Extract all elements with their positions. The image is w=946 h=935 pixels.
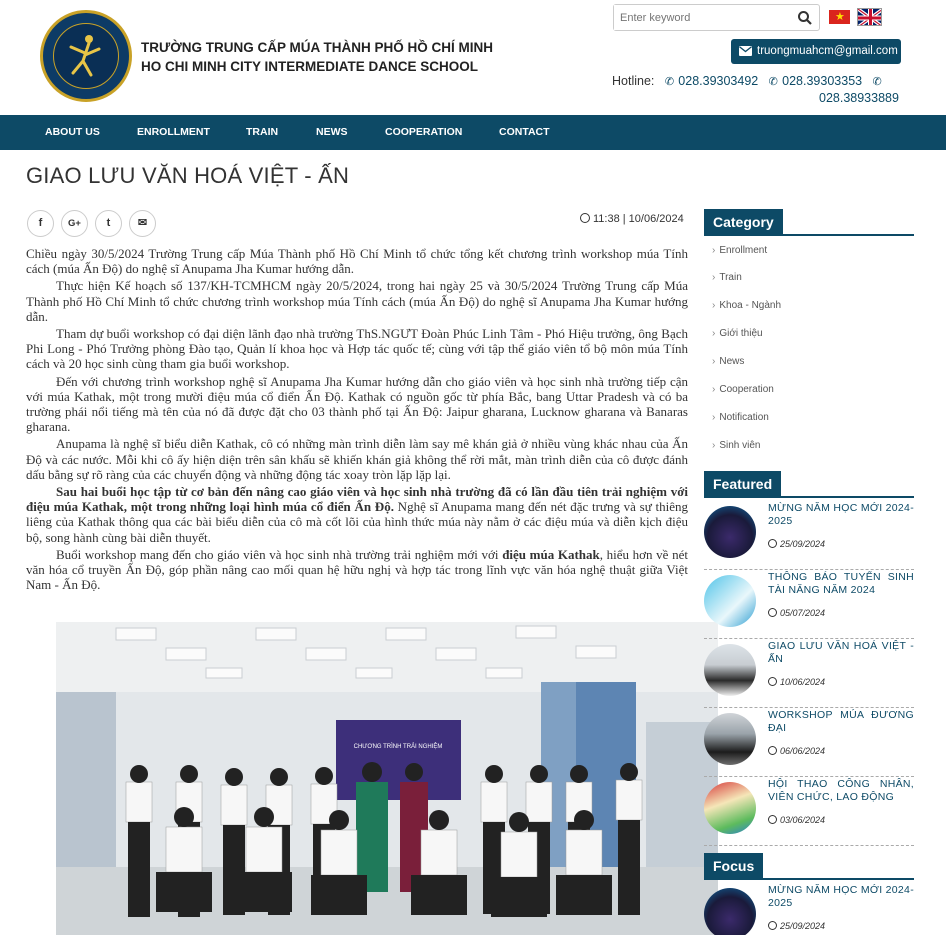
chevron-right-icon: › — [712, 440, 716, 451]
article-paragraph: Chiều ngày 30/5/2024 Trường Trung cấp Múa Thành phố Hồ Chí Minh tổ chức tổng kết chương trình workshop múa Tính cách (múa Ấn Độ) do nghệ sĩ Anupama Jha Kumar hướng dẫn. — [26, 246, 688, 277]
chevron-right-icon: › — [712, 272, 716, 283]
featured-thumbnail — [704, 713, 756, 765]
article-paragraph — [26, 547, 688, 593]
featured-thumbnail — [704, 506, 756, 558]
chevron-right-icon: › — [712, 412, 716, 423]
clock-icon — [768, 608, 777, 617]
featured-thumbnail — [704, 575, 756, 627]
search-box — [613, 4, 820, 31]
text: , hiểu hơn về nét văn hóa cổ truyền Ấn Độ, góp phần nâng cao mối quan hệ hữu nghị và hợp tác trong lĩnh vực văn hóa nghệ thuật giữa Việt Nam - Ấn Độ. — [26, 546, 688, 593]
email-address: truongmuahcm@gmail.com — [757, 45, 898, 57]
featured-date-text: 10/06/2024 — [780, 677, 826, 687]
clock-icon — [768, 815, 777, 824]
category-item-sinh-vien[interactable] — [712, 440, 912, 451]
google-plus-share-icon[interactable]: G+ — [61, 210, 88, 237]
featured-title[interactable]: WORKSHOP MÚA ĐƯƠNG ĐẠI — [768, 709, 914, 734]
featured-title[interactable]: HỘI THAO CÔNG NHÂN, VIÊN CHỨC, LAO ĐỘNG — [768, 778, 914, 803]
article-photo — [56, 622, 718, 935]
dancer-icon — [43, 13, 129, 99]
category-divider — [704, 234, 914, 236]
featured-date-text: 25/09/2024 — [780, 539, 826, 549]
nav-train[interactable]: TRAIN — [246, 126, 279, 138]
clock-icon — [768, 921, 777, 930]
category-label: Khoa - Ngành — [719, 300, 782, 311]
photo-banner-text: CHƯƠNG TRÌNH TRẢI NGHIỆM — [353, 744, 443, 750]
featured-title[interactable]: GIAO LƯU VĂN HOÁ VIỆT - ẤN — [768, 640, 914, 665]
focus-thumbnail — [704, 888, 756, 935]
phone-number-3[interactable]: 028.38933889 — [819, 91, 899, 105]
chevron-right-icon: › — [712, 356, 716, 367]
category-item-khoa-nganh[interactable] — [712, 300, 912, 311]
focus-item[interactable] — [704, 884, 914, 935]
vietnamese-flag-icon[interactable]: ★ — [829, 10, 850, 24]
featured-date — [768, 538, 825, 549]
nav-cooperation[interactable]: COOPERATION — [385, 126, 463, 138]
category-label: Sinh viên — [719, 440, 761, 451]
chevron-right-icon: › — [712, 384, 716, 395]
category-label: Giới thiệu — [719, 328, 763, 339]
featured-date — [768, 745, 825, 756]
text: Nghệ sĩ Anupama mang đến nét đặc trưng và sự thiêng liêng của Kathak thông qua các bài biểu diễn của cô mà cốt lõi của hình thức múa này nằm ở các điệu múa và diễn kịch điệu bộ, song hành cùng bài diễn thuyết. — [26, 499, 689, 545]
featured-date — [768, 676, 825, 687]
clock-icon — [580, 213, 590, 223]
featured-item[interactable] — [704, 640, 914, 708]
school-name-vi: TRƯỜNG TRUNG CẤP MÚA THÀNH PHỐ HỒ CHÍ MINH — [141, 40, 493, 55]
phone-icon: ✆ — [664, 76, 675, 88]
category-label: News — [719, 356, 745, 367]
article-paragraph: Tham dự buổi workshop có đại diện lãnh đạo nhà trường ThS.NGƯT Đoàn Phúc Linh Tâm - Phó Hiệu trưởng, ông Bạch Phi Long - Phó Trưởng phòng Đào tạo, Quản lí khoa học và Hợp tác quốc tế; cùng với tập thể giáo viên tổ bộ môn múa Tính cách và 20 học sinh cùng tham gia buổi workshop. — [26, 326, 688, 372]
twitter-share-icon[interactable]: t — [95, 210, 122, 237]
clock-icon — [768, 539, 777, 548]
category-heading: Category — [704, 209, 783, 235]
category-item-cooperation[interactable] — [712, 384, 912, 395]
featured-date-text: 03/06/2024 — [780, 815, 826, 825]
featured-divider — [704, 496, 914, 498]
featured-thumbnail — [704, 782, 756, 834]
focus-date — [768, 920, 825, 931]
focus-date-text: 25/09/2024 — [780, 921, 826, 931]
article-paragraph: Đến với chương trình workshop nghệ sĩ Anupama Jha Kumar hướng dẫn cho giáo viên và học sinh nhà trường tiếp cận với múa Kathak, một trong mười điệu múa cổ điển Ấn Độ. Kathak có nguồn gốc từ phía Bắc, bang Uttar Pradesh và có ba trường phái nổi tiếng mà tên của nó đã được đặt cho 03 thành phố tại Ấn Độ: Jaipur gharana, Lucknow gharana và Banaras gharana. — [26, 373, 688, 435]
featured-date-text: 06/06/2024 — [780, 746, 826, 756]
main-nav — [0, 115, 946, 150]
hotline-label: Hotline: — [612, 74, 655, 88]
text: Buổi workshop mang đến cho giáo viên và học sinh nhà trường trải nghiệm mới với — [56, 546, 503, 562]
featured-item[interactable] — [704, 571, 914, 639]
article-paragraph: Anupama là nghệ sĩ biểu diễn Kathak, cô có những màn trình diễn làm say mê khán giả ở nhiều vùng khác nhau của Ấn Độ và các nước. Mỗi khi cô ấy hiện diện trên sân khấu sẽ khiến khán giả không thể rời mắt, màn trình diễn của cô được đánh dấu bằng sự rõ ràng của các chuyển động và những động tác xoay tròn lặp lặp lại. — [26, 436, 688, 482]
category-item-notification[interactable] — [712, 412, 912, 423]
featured-item[interactable] — [704, 709, 914, 777]
search-icon[interactable] — [797, 10, 813, 26]
featured-date-text: 05/07/2024 — [780, 608, 826, 618]
school-name — [141, 38, 493, 76]
article-paragraph: Thực hiện Kế hoạch số 137/KH-TCMHCM ngày 20/5/2024, trong hai ngày 25 và 30/5/2024 Trường Trung cấp Múa Thành phố Hồ Chí Minh tổ chức chương trình workshop múa Tính cách (múa Ấn Độ) do nghệ sĩ Anupama Jha Kumar hướng dẫn. — [26, 278, 688, 324]
site-header — [0, 0, 946, 115]
category-item-enrollment[interactable] — [712, 245, 912, 256]
school-name-en: HO CHI MINH CITY INTERMEDIATE DANCE SCHOOL — [141, 59, 479, 74]
category-label: Notification — [719, 412, 769, 423]
focus-heading: Focus — [704, 853, 763, 879]
nav-contact[interactable]: CONTACT — [499, 126, 550, 138]
featured-title[interactable]: MỪNG NĂM HỌC MỚI 2024-2025 — [768, 502, 914, 527]
phone-number-2[interactable]: 028.39303353 — [782, 74, 863, 88]
facebook-share-icon[interactable]: f — [27, 210, 54, 237]
category-label: Enrollment — [719, 245, 768, 256]
clock-icon — [768, 746, 777, 755]
search-input[interactable] — [614, 5, 784, 30]
phone-number-1[interactable]: 028.39303492 — [678, 74, 759, 88]
email-share-icon[interactable]: ✉ — [129, 210, 156, 237]
envelope-icon — [739, 46, 752, 56]
school-logo[interactable] — [40, 10, 132, 102]
post-datetime-text: 11:38 | 10/06/2024 — [593, 213, 684, 225]
featured-thumbnail — [704, 644, 756, 696]
email-button[interactable] — [731, 39, 901, 64]
phone-icon: ✆ — [872, 76, 882, 88]
chevron-right-icon: › — [712, 328, 716, 339]
nav-news[interactable]: NEWS — [316, 126, 348, 138]
hotline — [612, 71, 902, 92]
bold-text: Sau hai buổi học tập từ cơ bản đến nâng cao giáo viên và học sinh nhà trường đã có lần đầu tiên trải nghiệm với điệu múa Kathak, một trong những loại hình múa cổ điển Ấn Độ. — [26, 484, 688, 515]
focus-title[interactable]: MỪNG NĂM HỌC MỚI 2024-2025 — [768, 884, 914, 909]
article-paragraph — [26, 484, 688, 545]
page-title: GIAO LƯU VĂN HOÁ VIỆT - ẤN — [26, 163, 350, 188]
phone-icon: ✆ — [768, 76, 778, 88]
category-label: Train — [719, 272, 742, 283]
category-item-news[interactable] — [712, 356, 912, 367]
featured-date — [768, 814, 825, 825]
featured-title[interactable]: THÔNG BÁO TUYỂN SINH TÀI NĂNG NĂM 2024 — [768, 571, 914, 596]
clock-icon — [768, 677, 777, 686]
bold-text: điệu múa Kathak — [502, 546, 600, 562]
featured-date — [768, 607, 825, 618]
article-body — [26, 246, 688, 594]
featured-heading: Featured — [704, 471, 781, 497]
featured-item[interactable] — [704, 502, 914, 570]
nav-enrollment[interactable]: ENROLLMENT — [137, 126, 210, 138]
post-datetime — [580, 212, 684, 225]
chevron-right-icon: › — [712, 245, 716, 256]
chevron-right-icon: › — [712, 300, 716, 311]
nav-about-us[interactable]: ABOUT US — [45, 126, 100, 138]
focus-divider — [704, 878, 914, 880]
featured-item[interactable] — [704, 778, 914, 846]
category-item-gioi-thieu[interactable] — [712, 328, 912, 339]
english-flag-icon[interactable] — [857, 8, 882, 26]
category-item-train[interactable] — [712, 272, 912, 283]
category-label: Cooperation — [719, 384, 774, 395]
